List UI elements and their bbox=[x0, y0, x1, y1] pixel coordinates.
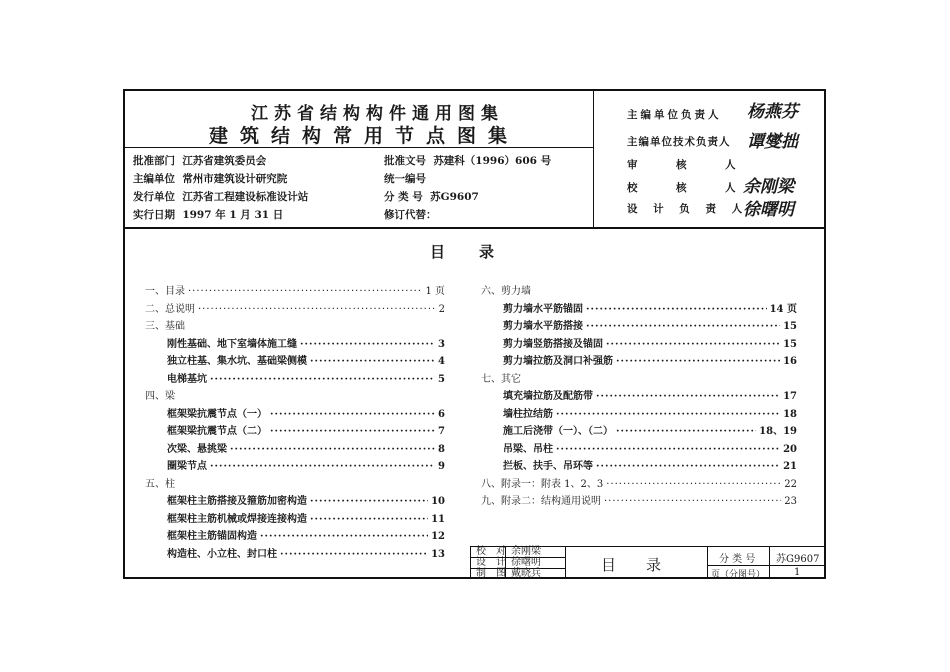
meta-value: 1997 年 1 月 31 日 bbox=[182, 209, 284, 221]
toc-entry bbox=[145, 317, 445, 332]
toc-entry-label: 五、柱 bbox=[145, 478, 175, 490]
toc-leader-dots bbox=[606, 479, 781, 490]
toc-entry bbox=[167, 370, 445, 385]
toc-entry bbox=[481, 282, 797, 297]
toc-entry-label: 剪力墙水平筋搭接 bbox=[503, 321, 583, 332]
toc-leader-dots bbox=[210, 461, 435, 472]
toc-leader-dots bbox=[198, 304, 436, 315]
toc-entry-label: 九、附录二：结构通用说明 bbox=[481, 496, 601, 507]
meta-value: 江苏省工程建设标准设计站 bbox=[182, 191, 309, 203]
toc-leader-dots bbox=[604, 496, 781, 507]
toc-leader-dots bbox=[310, 356, 435, 367]
meta-label: 修订代替： bbox=[384, 209, 437, 221]
toc-entry-label: 框架梁抗震节点（二） bbox=[167, 426, 267, 437]
toc-entry-page: 14 页 bbox=[769, 303, 797, 315]
toc-leader-dots bbox=[310, 514, 428, 525]
toc-entry-page: 15 bbox=[783, 321, 797, 332]
toc-entry-page: 11 bbox=[431, 513, 445, 525]
sig-role: 主编单位技术负责人 bbox=[627, 136, 731, 148]
toc-entry-page: 16 bbox=[783, 356, 797, 367]
sig-role: 校 核 人 bbox=[627, 182, 750, 194]
tb-role: 设 计 bbox=[476, 557, 506, 568]
toc-entry-page: 5 bbox=[438, 373, 445, 385]
toc-entry-label: 七、其它 bbox=[481, 373, 521, 385]
meta-label: 统一编号 bbox=[384, 173, 426, 185]
meta-value: 苏G9607 bbox=[430, 191, 479, 203]
toc-leader-dots bbox=[230, 444, 435, 455]
toc-leader-dots bbox=[586, 321, 780, 332]
toc-entry-page: 17 bbox=[783, 391, 797, 402]
toc-entry-page: 4 bbox=[438, 356, 445, 367]
toc-leader-dots bbox=[596, 461, 780, 472]
toc-leader-dots bbox=[210, 374, 435, 385]
toc-entry-page: 6 bbox=[438, 408, 445, 420]
toc-entry-label: 框架柱主筋锚固构造 bbox=[167, 531, 257, 542]
toc-entry bbox=[503, 440, 797, 455]
toc-entry-label: 三、基础 bbox=[145, 321, 185, 332]
handwritten-signature: 徐曙明 bbox=[743, 200, 794, 220]
tb-role: 制 图 bbox=[476, 568, 506, 579]
toc-entry bbox=[503, 457, 797, 472]
toc-entry-label: 刚性基础、地下室墙体施工缝 bbox=[167, 338, 297, 350]
toc-entry bbox=[481, 370, 797, 385]
toc-entry bbox=[145, 282, 445, 297]
toc-entry-label: 框架柱主筋搭接及箍筋加密构造 bbox=[167, 496, 307, 507]
toc-entry-page: 21 bbox=[783, 461, 797, 472]
toc-entry-label: 剪力墙水平筋锚固 bbox=[503, 303, 583, 315]
toc-leader-dots bbox=[616, 356, 780, 367]
toc-leader-dots bbox=[260, 531, 428, 542]
toc-entry-label: 剪力墙竖筋搭接及锚固 bbox=[503, 338, 603, 350]
tb-page-label: 页（分图号） bbox=[711, 570, 766, 580]
meta-value: 常州市建筑设计研究院 bbox=[182, 173, 288, 185]
toc-entry bbox=[167, 492, 445, 507]
handwritten-signature: 杨燕芬 bbox=[747, 102, 798, 122]
toc-entry-label: 圈梁节点 bbox=[167, 461, 207, 472]
toc-entry-page: 8 bbox=[438, 443, 445, 455]
toc-entry-label: 墙柱拉结筋 bbox=[503, 408, 553, 420]
toc-entry-label: 一、目录 bbox=[145, 286, 185, 297]
toc-entry-page: 1 页 bbox=[425, 286, 445, 297]
meta-label: 批准文号 bbox=[384, 155, 426, 167]
tb-class-value: 苏G9607 bbox=[776, 554, 820, 565]
toc-entry-label: 二、总说明 bbox=[145, 303, 195, 315]
toc-entry bbox=[145, 475, 445, 490]
series-title: 江苏省结构构件通用图集 bbox=[251, 104, 504, 124]
meta-label: 分 类 号 bbox=[384, 191, 423, 203]
toc-leader-dots bbox=[556, 444, 780, 455]
toc-entry bbox=[503, 335, 797, 350]
tb-name: 余刚梁 bbox=[511, 546, 541, 557]
toc-entry bbox=[167, 422, 445, 437]
tb-name: 徐曙明 bbox=[511, 557, 541, 568]
toc-entry bbox=[167, 405, 445, 420]
toc-entry bbox=[481, 492, 797, 507]
sig-role: 设 计 负 责 人 bbox=[627, 203, 749, 215]
meta-value: 苏建科（1996）606 号 bbox=[433, 155, 552, 167]
sig-role: 审 核 人 bbox=[627, 159, 750, 171]
toc-entry-label: 电梯基坑 bbox=[167, 373, 207, 385]
toc-leader-dots bbox=[270, 426, 435, 437]
meta-label: 发行单位 bbox=[133, 191, 175, 203]
toc-entry-page: 15 bbox=[783, 338, 797, 350]
toc-entry-label: 施工后浇带（一）、（二） bbox=[503, 426, 613, 437]
toc-entry-page: 22 bbox=[784, 478, 797, 490]
toc-entry bbox=[481, 475, 797, 490]
tb-role: 校 对 bbox=[476, 546, 506, 557]
toc-entry bbox=[145, 300, 445, 315]
handwritten-signature: 谭燮拙 bbox=[747, 132, 798, 152]
toc-entry-page: 13 bbox=[431, 548, 445, 560]
toc-leader-dots bbox=[280, 549, 428, 560]
tb-class-label: 分 类 号 bbox=[719, 554, 756, 565]
header-bottom-rule bbox=[125, 227, 824, 229]
meta-value: 江苏省建筑委员会 bbox=[182, 155, 267, 167]
toc-entry-page: 9 bbox=[438, 461, 445, 472]
toc-entry-page: 23 bbox=[784, 496, 797, 507]
toc-entry bbox=[503, 405, 797, 420]
toc-entry-label: 六、剪力墙 bbox=[481, 286, 531, 297]
toc-leader-dots bbox=[586, 304, 767, 315]
toc-entry-label: 八、附录一：附表 1、2、3 bbox=[481, 478, 604, 490]
toc-entry bbox=[167, 335, 445, 350]
toc-leader-dots bbox=[616, 426, 756, 437]
toc-entry bbox=[167, 545, 445, 560]
toc-leader-dots bbox=[606, 339, 780, 350]
toc-entry bbox=[167, 527, 445, 542]
toc-entry-page: 12 bbox=[431, 531, 445, 542]
meta-label: 批准部门 bbox=[133, 155, 175, 167]
toc-leader-dots bbox=[556, 409, 780, 420]
toc-entry bbox=[167, 510, 445, 525]
toc-entry bbox=[503, 317, 797, 332]
toc-entry bbox=[167, 352, 445, 367]
toc-entry-label: 框架柱主筋机械或焊接连接构造 bbox=[167, 513, 307, 525]
toc-entry-label: 构造柱、小立柱、封口柱 bbox=[167, 548, 277, 560]
toc-entry-page: 20 bbox=[783, 443, 797, 455]
toc-entry-page: 2 bbox=[438, 303, 445, 315]
toc-entry bbox=[503, 352, 797, 367]
toc-entry-label: 填充墙拉筋及配筋带 bbox=[503, 391, 593, 402]
toc-leader-dots bbox=[300, 339, 435, 350]
toc-entry bbox=[503, 387, 797, 402]
toc-entry-page: 3 bbox=[438, 338, 445, 350]
toc-leader-dots bbox=[270, 409, 435, 420]
sig-role: 主编单位负责人 bbox=[627, 109, 722, 121]
toc-entry-page: 7 bbox=[438, 426, 445, 437]
toc-entry bbox=[503, 300, 797, 315]
toc-entry-label: 拦板、扶手、吊环等 bbox=[503, 461, 593, 472]
tb-name: 戴晓兵 bbox=[511, 568, 541, 579]
meta-label: 主编单位 bbox=[133, 173, 175, 185]
toc-entry-label: 四、梁 bbox=[145, 391, 175, 402]
toc-leader-dots bbox=[310, 496, 428, 507]
handwritten-signature: 余刚梁 bbox=[743, 177, 794, 197]
meta-label: 实行日期 bbox=[133, 209, 175, 221]
toc-entry-label: 剪力墙拉筋及洞口补强筋 bbox=[503, 356, 613, 367]
tb-sheet-title: 目 录 bbox=[601, 556, 662, 574]
toc-entry-label: 独立柱基、集水坑、基础梁侧模 bbox=[167, 356, 307, 367]
toc-entry bbox=[167, 440, 445, 455]
toc-entry-label: 吊梁、吊柱 bbox=[503, 443, 553, 455]
toc-entry-label: 次梁、悬挑梁 bbox=[167, 443, 227, 455]
toc-leader-dots bbox=[596, 391, 780, 402]
toc-entry bbox=[145, 387, 445, 402]
toc-entry-page: 18 bbox=[783, 408, 797, 420]
toc-entry-page: 10 bbox=[431, 496, 445, 507]
toc-entry bbox=[503, 422, 797, 437]
toc-entry-label: 框架梁抗震节点（一） bbox=[167, 408, 267, 420]
drawing-sheet bbox=[123, 89, 826, 579]
toc-entry-page: 18、19 bbox=[759, 426, 797, 437]
atlas-title: 建筑结构常用节点图集 bbox=[209, 125, 520, 147]
toc-leader-dots bbox=[188, 286, 422, 297]
tb-page-value: 1 bbox=[794, 567, 801, 578]
header-divider bbox=[593, 91, 594, 227]
toc-entry bbox=[167, 457, 445, 472]
toc-title: 目录 bbox=[430, 243, 529, 261]
